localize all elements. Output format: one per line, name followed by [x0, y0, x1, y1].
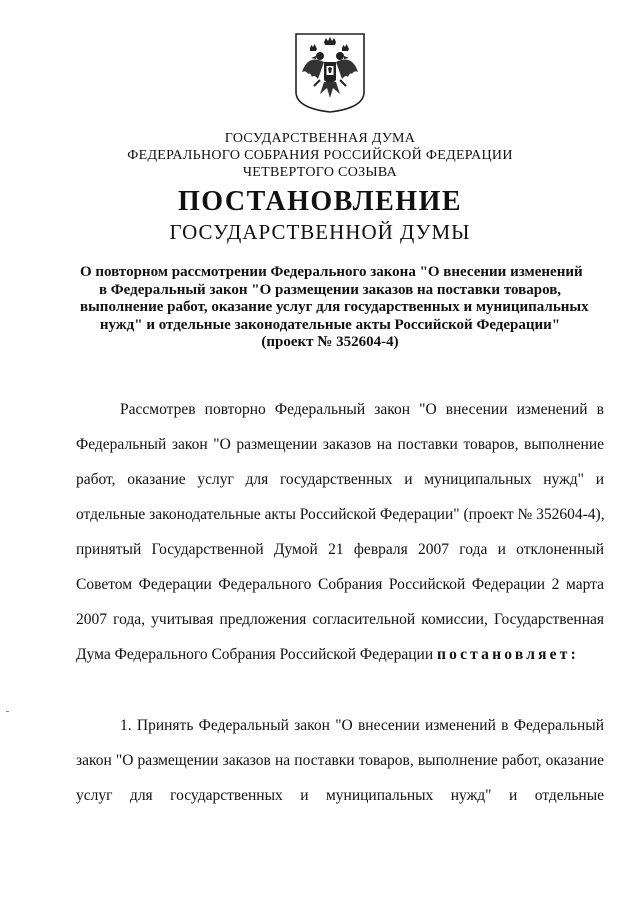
- title-line: О повторном рассмотрении Федерального закона "О внесении изменений: [80, 264, 583, 280]
- resolution-text: Дума Федерального Собрания Российской Федерации: [76, 646, 438, 663]
- resolution-verb: постановляет:: [437, 646, 579, 663]
- double-headed-eagle-icon: [294, 32, 366, 114]
- text-line: 1. Принять Федеральный закон "О внесении изменений в Федеральный: [120, 717, 604, 734]
- document-header: [0, 130, 640, 245]
- project-number: (проект № 352604-4): [261, 334, 399, 350]
- text-line: работ, оказание услуг для государственных и муниципальных нужд" и: [76, 471, 604, 488]
- text-line: закон "О размещении заказов на поставки товаров, выполнение работ, оказание: [76, 752, 604, 769]
- text-line: принятый Государственной Думой 21 февраля 2007 года и отклоненный: [76, 541, 604, 558]
- text-line: 2007 года, учитывая предложения согласительной комиссии, Государственная: [76, 611, 604, 628]
- org-name-line-1: ГОСУДАРСТВЕННАЯ ДУМА: [224, 131, 416, 146]
- text-line: Рассмотрев повторно Федеральный закон "О внесении изменений в: [120, 401, 604, 418]
- margin-mark: [6, 711, 9, 712]
- convocation-line: ЧЕТВЕРТОГО СОЗЫВА: [242, 165, 398, 180]
- org-name-line-2: ФЕДЕРАЛЬНОГО СОБРАНИЯ РОССИЙСКОЙ ФЕДЕРАЦИИ: [127, 148, 513, 163]
- title-line: нужд" и отдельные законодательные акты Российской Федерации": [99, 316, 561, 333]
- title-line: выполнение работ, оказание услуг для государственных и муниципальных: [80, 299, 589, 315]
- text-line: Федеральный закон "О размещении заказов на поставки товаров, выполнение: [76, 436, 604, 453]
- text-line: отдельные законодательные акты Российской Федерации" (проект № 352604-4),: [76, 506, 605, 523]
- document-issuer: ГОСУДАРСТВЕННОЙ ДУМЫ: [169, 220, 471, 244]
- title-line: в Федеральный закон "О размещении заказов на поставки товаров,: [98, 281, 562, 298]
- document-title: [80, 264, 589, 352]
- paragraph-item-1: [76, 708, 604, 813]
- text-line: услуг для государственных и муниципальных нужд" и отдельные: [76, 787, 604, 804]
- text-line: Советом Федерации Федерального Собрания Российской Федерации 2 марта: [76, 576, 604, 593]
- document-body: [76, 392, 604, 813]
- document-type: ПОСТАНОВЛЕНИЕ: [177, 186, 463, 217]
- paragraph-preamble: [76, 392, 604, 672]
- text-line: [76, 637, 604, 672]
